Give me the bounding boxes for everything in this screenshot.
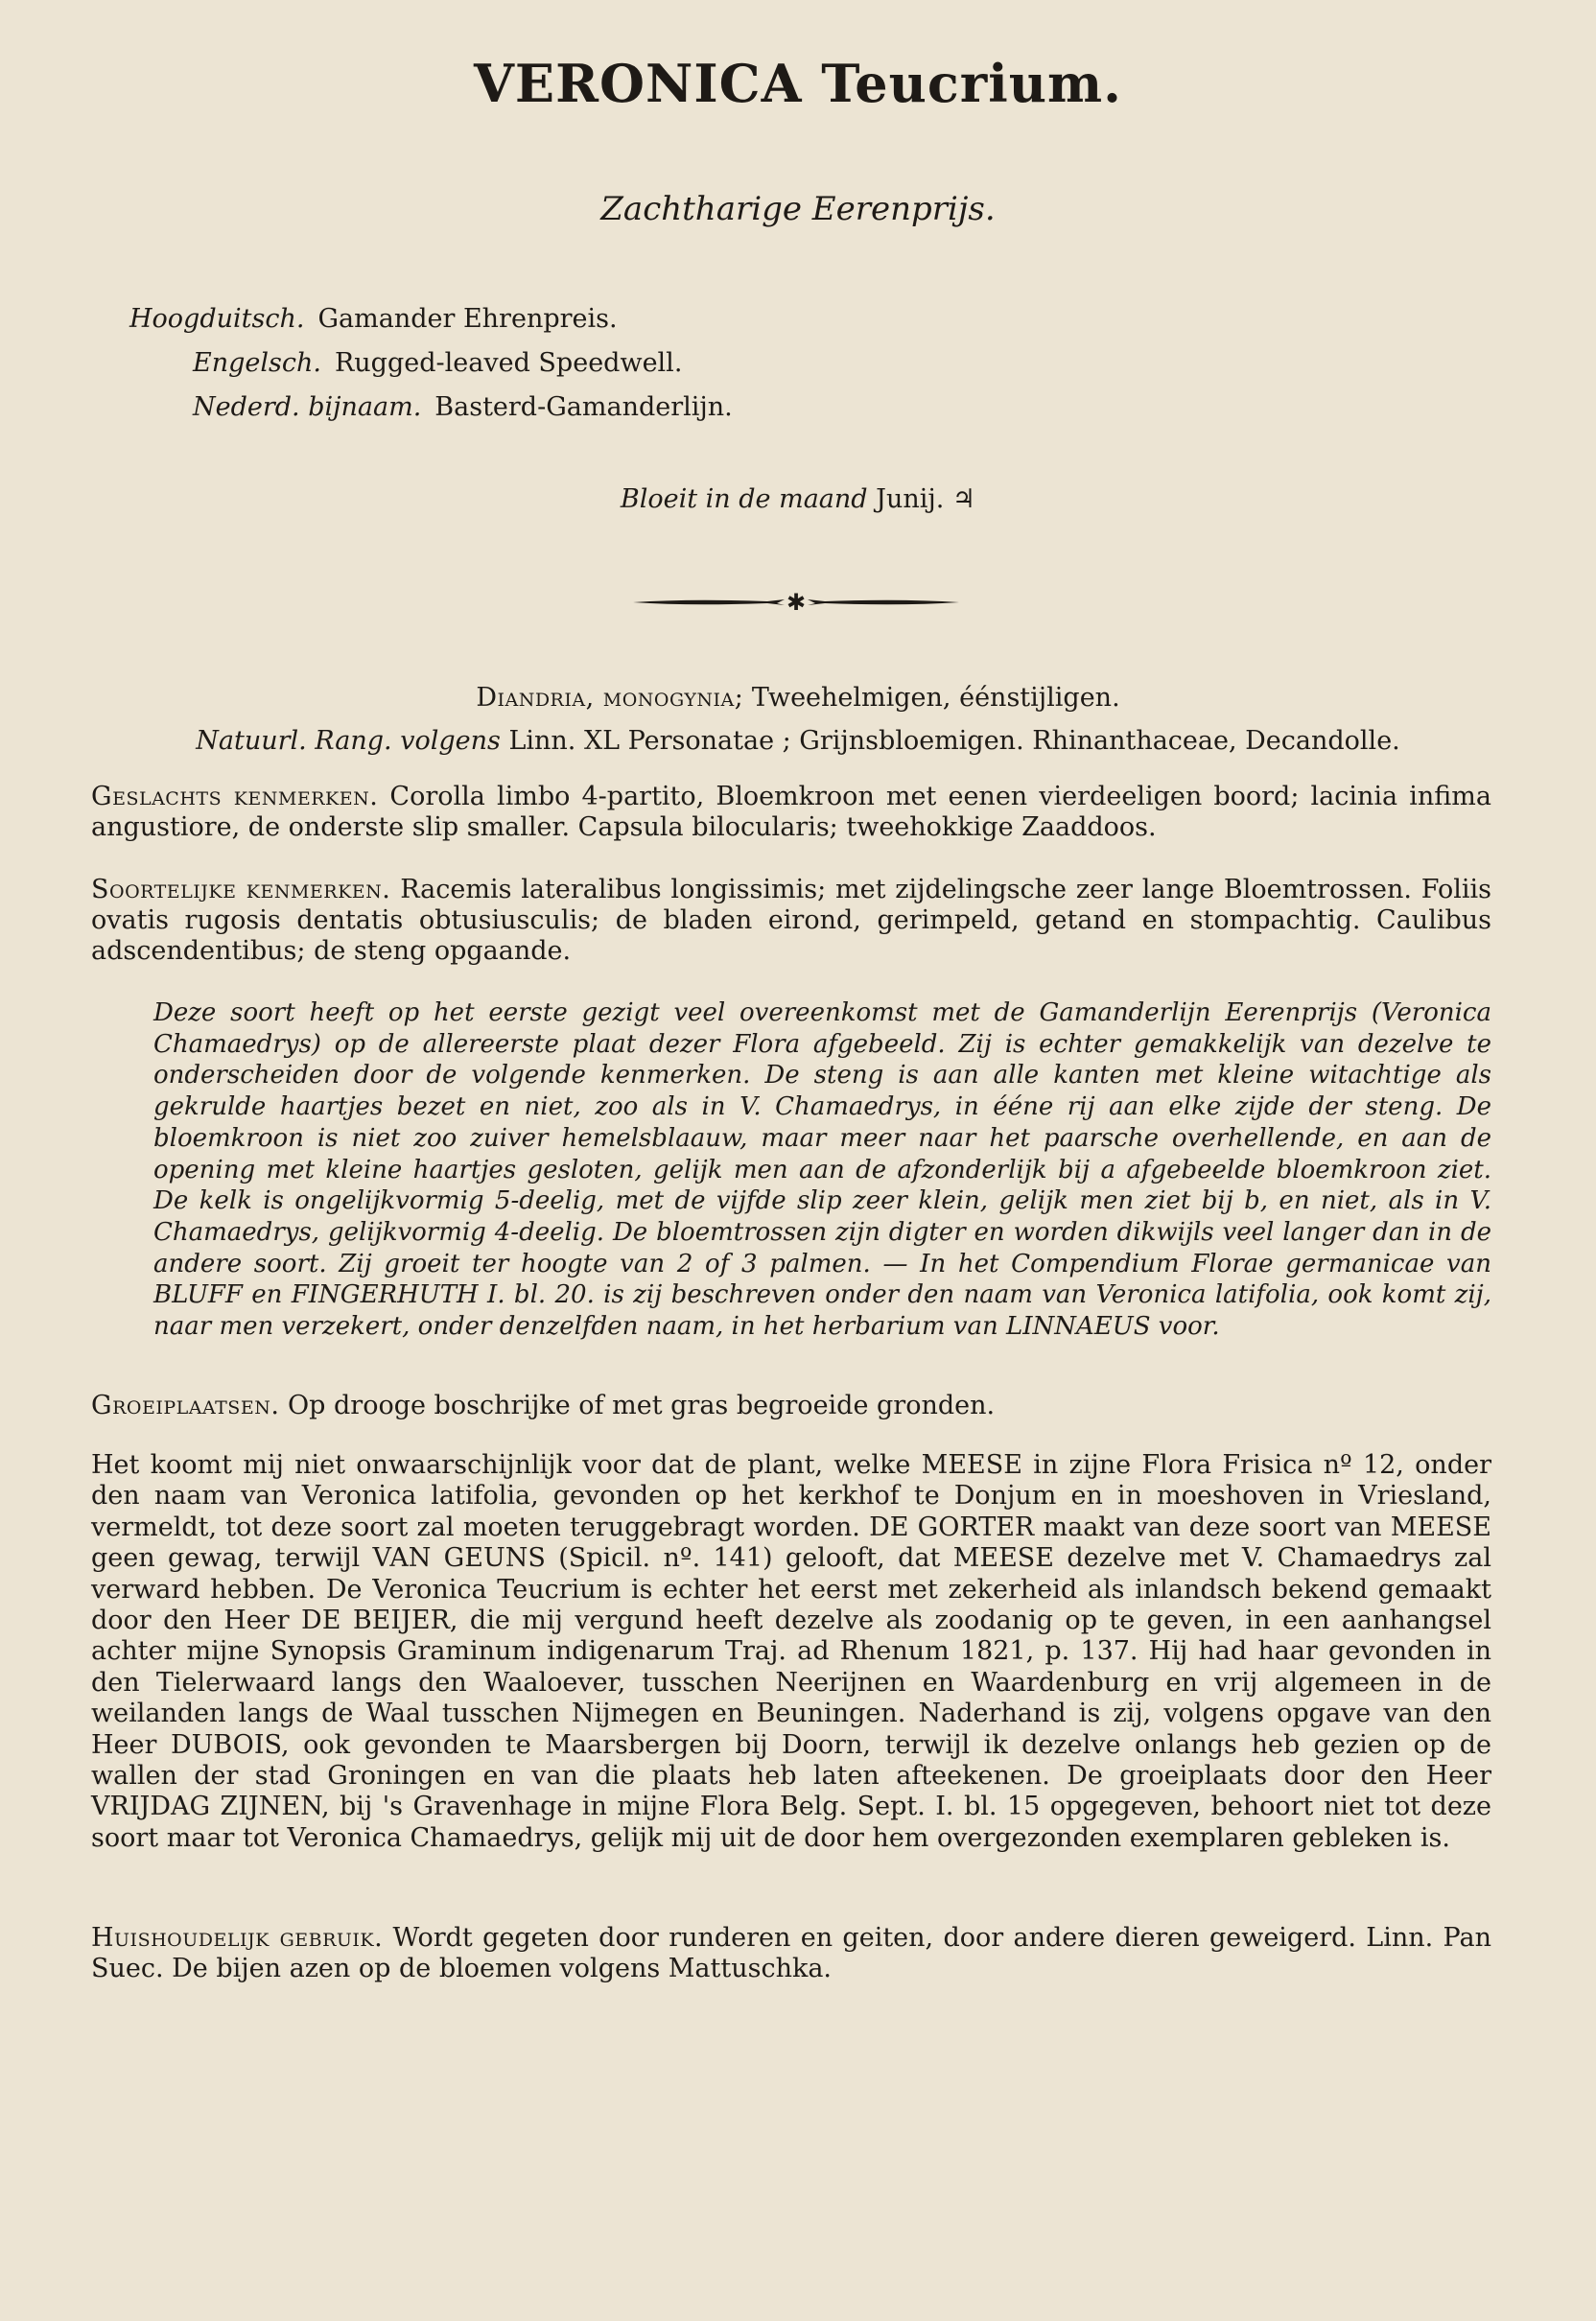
section-heading: Geslachts kenmerken.: [91, 782, 379, 811]
name-label: Nederd. bijnaam.: [193, 392, 422, 422]
name-label: Engelsch.: [193, 348, 321, 378]
section-text: Corolla limbo 4-partito, Bloemkroon met eenen vierdeeligen boord; lacinia infima angustiore, de onderste slip smaller. Capsula bilocularis; tweehokkige Zaaddoos.: [91, 782, 1491, 842]
classification-text: Linn. XL Personatae ; Grijnsbloemigen. Rhinanthaceae, Decandolle.: [508, 726, 1400, 756]
vernacular-names: [129, 297, 733, 430]
economic-use: [91, 1923, 1491, 1984]
section-heading: Groeiplaatsen.: [91, 1391, 280, 1420]
section-text: Wordt gegeten door runderen en geiten, door andere dieren geweigerd. Linn. Pan Suec. De bijen azen op de bloemen volgens Mattuschka.: [91, 1923, 1491, 1983]
species-description: Deze soort heeft op het eerste gezigt veel overeenkomst met de Gamanderlijn Eerenprijs (Veronica Chamaedrys) op de allereerste plaat dezer Flora afgebeeld. Zij is echter gemakkelijk van dezelve te onderscheiden door de volgende kenmerken. De steng is aan alle kanten met kleine witachtige als gekrulde haartjes bezet en niet, zoo als in V. Chamaedrys, in ééne rij aan elke zijde der steng. De bloemkroon is niet zoo zuiver hemelsblaauw, maar meer naar het paarsche overhellende, en aan de opening met kleine haartjes gesloten, gelijk men aan de afzonderlijk bij a afgebeelde bloemkroon ziet. De kelk is ongelijkvormig 5-deelig, met de vijfde slip zeer klein, gelijk men ziet bij b, en niet, als in V. Chamaedrys, gelijkvormig 4-deelig. De bloemtrossen zijn digter en worden dikwijls veel langer dan in de andere soort. Zij groeit ter hoogte van 2 of 3 palmen. — In het Compendium Florae germanicae van BLUFF en FINGERHUTH I. bl. 20. is zij beschreven onder den naam van Veronica latifolia, ook komt zij, naar men verzekert, onder denzelfden naam, in het herbarium van LINNAEUS voor.: [153, 998, 1491, 1342]
classification-lead: Natuurl. Rang. volgens: [196, 726, 501, 756]
species-characteristics: [91, 875, 1491, 967]
name-row-german: [129, 297, 733, 341]
ornament-divider: [633, 583, 959, 621]
classification-line-1: [0, 683, 1596, 713]
classification-lead: Diandria, monogynia;: [476, 683, 744, 713]
section-heading: Huishoudelijk gebruik.: [91, 1923, 384, 1953]
name-row-dutch: [129, 386, 733, 430]
name-value: Rugged-leaved Speedwell.: [334, 348, 683, 378]
flowering-label: Bloeit in de maand: [620, 484, 868, 514]
classification-line-2: [0, 726, 1596, 756]
flowering-value: Junij. ♃: [876, 484, 976, 514]
name-label: Hoogduitsch.: [129, 304, 305, 334]
flowering-time: [0, 484, 1596, 514]
classification-text: Tweehelmigen, éénstijligen.: [751, 683, 1120, 713]
distribution-paragraph: Het koomt mij niet onwaarschijnlijk voor dat de plant, welke MEESE in zijne Flora Frisica nº 12, onder den naam van Veronica latifolia, gevonden op het kerkhof te Donjum en in moeshoven in Vriesland, vermeldt, tot deze soort zal moeten teruggebragt worden. DE GORTER maakt van deze soort van MEESE geen gewag, terwijl VAN GEUNS (Spicil. nº. 141) gelooft, dat MEESE dezelve met V. Chamaedrys zal verward hebben. De Veronica Teucrium is echter het eerst met zekerheid als inlandsch bekend gemaakt door den Heer DE BEIJER, die mij vergund heeft dezelve als zoodanig op te geven, in een aanhangsel achter mijne Synopsis Graminum indigenarum Traj. ad Rhenum 1821, p. 137. Hij had haar gevonden in den Tielerwaard langs den Waaloever, tusschen Neerijnen en Waardenburg en vrij algemeen in de weilanden langs de Waal tusschen Nijmegen en Beuningen. Naderhand is zij, volgens opgave van den Heer DUBOIS, ook gevonden te Maarsbergen bij Doorn, terwijl ik dezelve onlangs heb gezien op de wallen der stad Groningen en van die plaats heb laten afteekenen. De groeiplaats door den Heer VRIJDAG ZIJNEN, bij 's Gravenhage in mijne Flora Belg. Sept. I. bl. 15 opgegeven, behoort niet tot deze soort maar tot Veronica Chamaedrys, gelijk mij uit de door hem overgezonden exemplaren gebleken is.: [91, 1450, 1491, 1853]
name-value: Basterd-Gamanderlijn.: [434, 392, 733, 422]
page-subtitle: Zachtharige Eerenprijs.: [600, 190, 996, 228]
section-text: Racemis lateralibus longissimis; met zijdelingsche zeer lange Bloemtrossen. Foliis ovatis rugosis dentatis obtusiusculis; de bladen eirond, gerimpeld, getand en stompachtig. Caulibus adscendentibus; de steng opgaande.: [91, 875, 1492, 966]
section-text: Op droogе boschrijke of met gras begroeide gronden.: [288, 1391, 996, 1420]
svg-text:✱: ✱: [786, 589, 807, 616]
habitat: [91, 1391, 1491, 1421]
name-value: Gamander Ehrenpreis.: [317, 304, 618, 334]
name-row-english: [129, 341, 733, 386]
genus-characteristics: [91, 782, 1491, 843]
section-heading: Soortelijke kenmerken.: [91, 875, 391, 904]
page-title: VERONICA Teucrium.: [474, 53, 1122, 114]
